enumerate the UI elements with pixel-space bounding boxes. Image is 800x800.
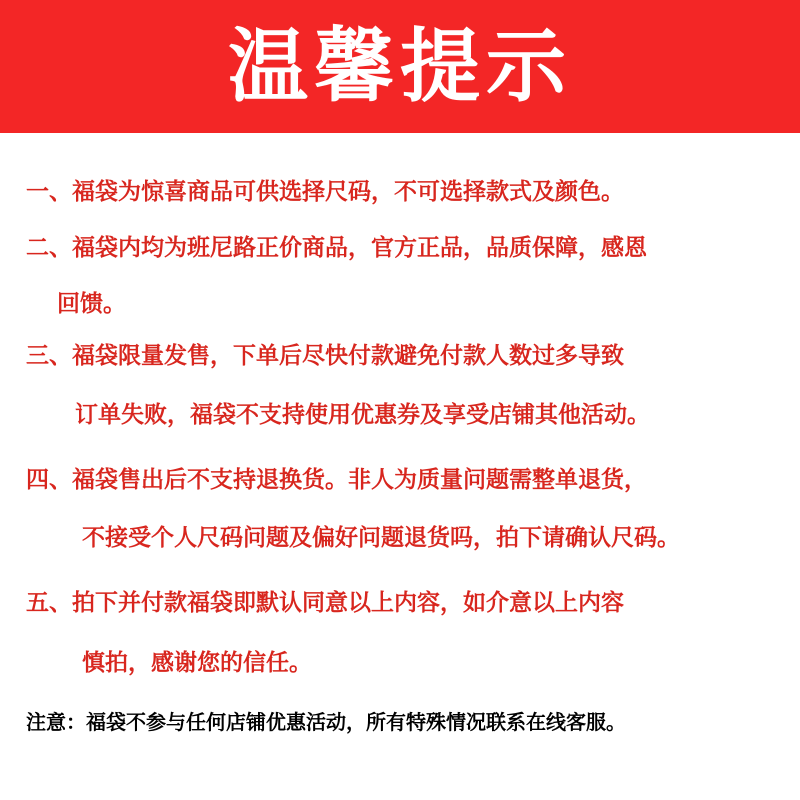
notice-line-5: 五、拍下并付款福袋即默认同意以上内容，如介意以上内容 bbox=[26, 590, 624, 616]
notice-line-4-continued: 不接受个人尺码问题及偏好问题退货吗，拍下请确认尺码。 bbox=[82, 525, 680, 551]
notice-line-2: 二、福袋内均为班尼路正价商品，官方正品，品质保障，感恩 bbox=[26, 235, 647, 261]
footer-note: 注意：福袋不参与任何店铺优惠活动，所有特殊情况联系在线客服。 bbox=[26, 710, 626, 734]
notice-line-1: 一、福袋为惊喜商品可供选择尺码，不可选择款式及颜色。 bbox=[26, 179, 624, 205]
notice-line-3-continued: 订单失败，福袋不支持使用优惠券及享受店铺其他活动。 bbox=[75, 402, 650, 428]
header-banner bbox=[0, 0, 800, 133]
notice-line-3: 三、福袋限量发售，下单后尽快付款避免付款人数过多导致 bbox=[26, 343, 624, 369]
notice-line-2-continued: 回馈。 bbox=[57, 291, 126, 317]
notice-line-4: 四、福袋售出后不支持退换货。非人为质量问题需整单退货， bbox=[26, 467, 647, 493]
notice-line-5-continued: 慎拍，感谢您的信任。 bbox=[82, 650, 312, 676]
banner-title: 温馨提示 bbox=[228, 19, 572, 113]
